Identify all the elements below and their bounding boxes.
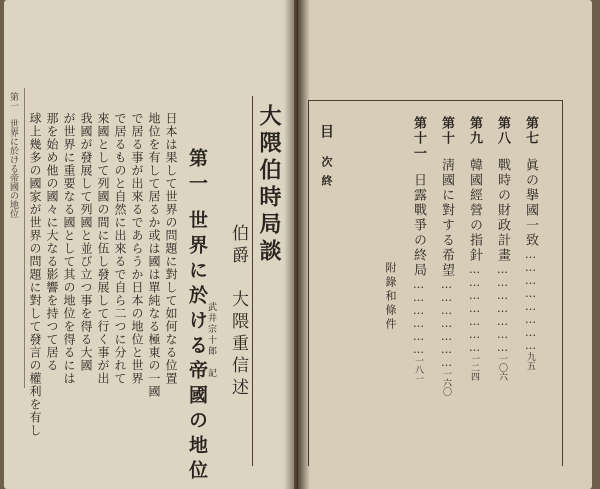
toc-entry-title: 戰時の財政計畫 <box>495 158 510 263</box>
toc-entry-title: 淸國に對する希望 <box>439 158 454 278</box>
toc-page <box>298 0 592 489</box>
toc-entry-title: 眞の擧國一致 <box>523 158 538 248</box>
chapter-number: 第一 <box>186 148 208 198</box>
toc-entry-leader: ………………… <box>468 263 481 354</box>
toc-entry-leader: ………………… <box>496 263 509 354</box>
running-head: 第一 世界に於ける帝國の地位 <box>8 92 18 218</box>
toc-entry <box>438 116 454 396</box>
toc-entry-title: 日露戰爭の終局 <box>411 173 426 278</box>
body-line: 那を始め他の國々に大なる影響を持つて居る <box>45 112 59 372</box>
toc-entry <box>466 116 482 381</box>
toc-entry-page: 一六〇 <box>441 369 451 396</box>
body-line: 地位を有して居るか或は國は單純なる極東の一國 <box>147 112 161 398</box>
toc-frame-right <box>562 100 563 466</box>
toc-entry <box>494 116 510 381</box>
toc-entry-number: 第九 <box>467 116 482 146</box>
toc-entry-leader: ……………… <box>412 278 425 356</box>
toc-heading <box>318 124 334 194</box>
toc-frame-left <box>308 100 309 466</box>
body-line: 日本は果して世界の問題に對して如何なる位置 <box>164 112 178 385</box>
body-line: が世界に重要なる國として其の地位を得るには <box>62 112 76 385</box>
body-line: 球上幾多の國家が世界の問題に對して發言の權利を有し <box>28 112 42 437</box>
toc-heading-sub: 次終 <box>320 156 333 194</box>
running-head-rule <box>24 88 25 388</box>
toc-appendix: 附錄和條件 <box>384 262 397 332</box>
body-line: 來國として列國の間に伍し發展して行く事が出 <box>96 112 110 385</box>
book-title: 大隈伯時局談 <box>256 104 282 266</box>
toc-entry-leader: …………………… <box>524 248 537 352</box>
body-page <box>4 0 294 489</box>
toc-entry-page: 一八一 <box>413 356 423 383</box>
body-line: で居る事が出來るであらうか日本の地位と世界 <box>130 112 144 385</box>
toc-entry-number: 第十 <box>439 116 454 146</box>
author-credit: 伯爵 大隈重信述 <box>228 224 248 400</box>
body-line: で居るものと自然に出來るで自ら二つに分れて <box>113 112 127 385</box>
toc-entry-number: 第七 <box>523 116 538 146</box>
editor-credit: 武井宗十郎 記 <box>206 302 216 379</box>
toc-entry-number: 第十一 <box>411 116 426 161</box>
body-line: 我國が發展して列國と並び立つ事を得る大國 <box>79 112 93 372</box>
toc-entry-page: 一〇六 <box>497 354 507 381</box>
toc-entry <box>522 116 538 370</box>
title-rule <box>252 96 253 466</box>
toc-entry-title: 韓國經營の指針 <box>467 158 482 263</box>
toc-entry <box>410 116 426 383</box>
toc-heading-label: 目 <box>318 124 334 146</box>
toc-entry-leader: ………………… <box>440 278 453 369</box>
toc-frame-top <box>308 100 562 101</box>
toc-entry-page: 九五 <box>525 352 535 370</box>
chapter-title <box>186 148 208 485</box>
chapter-name: 世界に於ける帝國の地位 <box>186 210 208 485</box>
toc-entry-number: 第八 <box>495 116 510 146</box>
toc-entry-page: 一二四 <box>469 354 479 381</box>
